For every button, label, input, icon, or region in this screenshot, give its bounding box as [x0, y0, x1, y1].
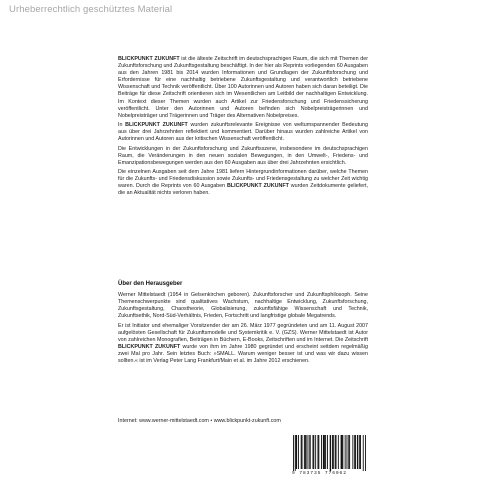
author-heading: Über den Herausgeber — [118, 281, 183, 287]
barcode-bars — [290, 433, 366, 471]
brand-name: BLICKPUNKT ZUKUNFT — [118, 343, 181, 350]
internet-links: Internet: www.werner-mittelstaedt.com • www.blickpunkt-zukunft.com — [118, 418, 281, 424]
blurb-paragraph-3: Die Entwicklungen in der Zukunftsforschung und Zukunftsszene, insbesondere im deutschsprachigen Raum, die Veränderungen in den neuen sozialen Bewegungen, in den Umwelt-, Friedens- und Emanzipationsbewegungen werden aus den 60 Ausgaben aus über drei Jahrzehnten ersichtlich. — [118, 145, 368, 166]
author-paragraph-1: Werner Mittelstaedt (1954 in Gelsenkirchen geboren). Zukunftsforscher und Zukunftsphilosoph. Seine Themenschwerpunkte sind qualitatives Wachstum, nachhaltige Entwicklung, Zukunftsforschung, Zukunftsgestaltung, Chaostheorie, Globalisierung, zukunftsfähige Wissenschaft und Technik, Zukunftsethik, Nord-Süd-Verhältnis, Frieden, Fortschritt und langfristige globale Megatrends. — [118, 292, 368, 320]
blurb — [118, 56, 368, 200]
copyright-banner — [0, 0, 489, 22]
brand-name: BLICKPUNKT ZUKUNFT — [118, 56, 180, 62]
copyright-banner-text: Urheberrechtlich geschütztes Material — [9, 4, 173, 15]
author-paragraph-2: Er ist Initiator und ehemaliger Vorsitzender der am 26. März 1977 gegründeten und am 11. August 2007 aufgelösten Gesellschaft für Zukunftsmodelle und Systemkritik e. V. (GZS). Werner Mittelstaedt ist Autor von zahlreichen Monografien, Beiträgen in Büchern, E-Books, Zeitschriften und im Internet. Die Zeitschrift BLICKPUNKT ZUKUNFT wurde von ihm im Jahre 1980 gegründet und erscheint seitdem regelmäßig zwei Mal pro Jahr. Sein letztes Buch: »SMALL. Warum weniger besser ist und was wir dazu wissen sollten.« ist im Verlag Peter Lang Frankfurt/Main et al. im Jahre 2012 erschienen. — [118, 322, 368, 365]
author-bio — [118, 292, 368, 367]
blurb-paragraph-1: BLICKPUNKT ZUKUNFT ist die älteste Zeitschrift im deutschsprachigen Raum, die sich mit Themen der Zukunftsforschung und Zukunftsgestaltung beschäftigt. In der hier als Reprints vorliegenden 60 Ausgaben aus den Jahren 1981 bis 2014 wurden Informationen und Grundlagen der Zukunftsforschung und Erfordernisse für eine nachhaltig betriebene Zukunftsgestaltung und verantwortlich betriebene Wissenschaft und Technik veröffentlicht. Über 100 Autorinnen und Autoren haben sich daran beteiligt. Die Beiträge für diese Zeitschrift orientieren sich im Wesentlichen am Leitbild der nachhaltigen Entwicklung. Im Kontext dieser Themen wurden auch Artikel zur Friedensforschung und Friedenssicherung veröffentlicht. Unter den Autorinnen und Autoren befinden sich Nobelpreisträgerinnen und Nobelpreisträger und Trägerinnen und Träger des Alternativen Nobelpreises. — [118, 56, 368, 119]
isbn-barcode — [290, 433, 366, 480]
brand-name: BLICKPUNKT ZUKUNFT — [227, 183, 289, 190]
isbn-number: 9 783735 776062 — [292, 471, 347, 476]
brand-name: BLICKPUNKT ZUKUNFT — [125, 122, 188, 129]
blurb-paragraph-4: Die einzelnen Ausgaben seit dem Jahre 1981 liefern Hintergrundinformationen darüber, welche Themen für die Zukunfts- und Friedensdiskussion sowie Zukunfts- und Friedensgestaltung zu welcher Zeit wichtig waren. Durch die Reprints von 60 Ausgaben BLICKPUNKT ZUKUNFT wurden Zeitdokumente geliefert, die an Aktualität nichts verloren haben. — [118, 168, 368, 197]
blurb-paragraph-2: In BLICKPUNKT ZUKUNFT wurden zukunftsrelevante Ereignisse von weltumspannender Bedeutung aus über drei Jahrzehnten reflektiert und kommentiert. Darüber hinaus wurden zahlreiche Artikel von Autorinnen und Autoren aus der kritischen Wissenschaft veröffentlicht. — [118, 122, 368, 143]
